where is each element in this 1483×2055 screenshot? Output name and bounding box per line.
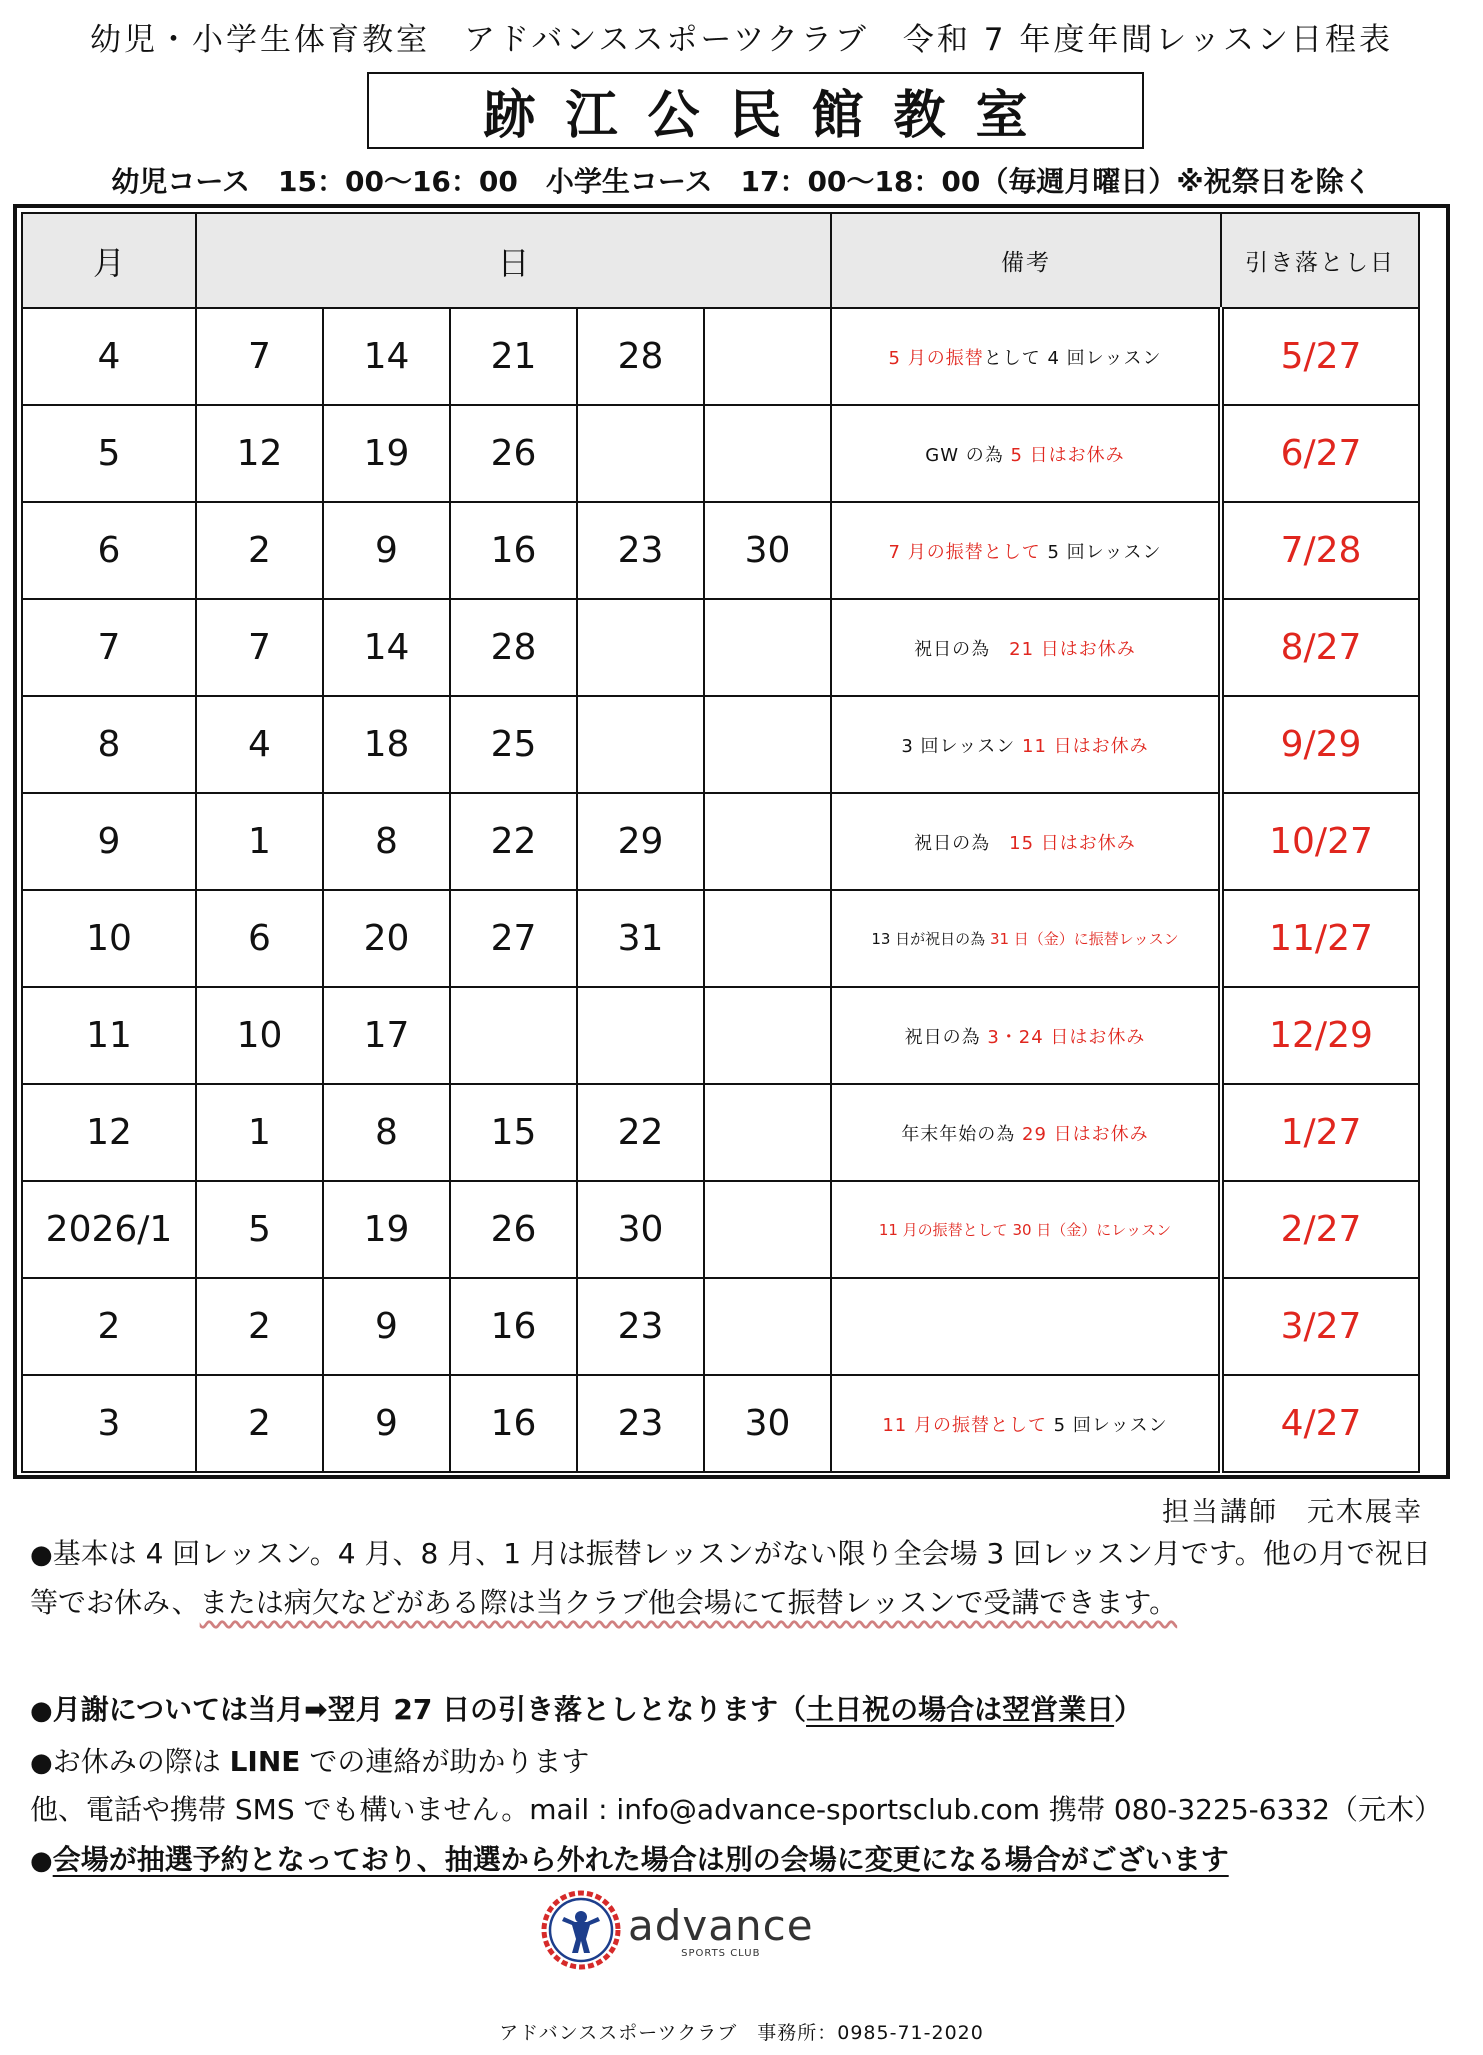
day-cell: 7 bbox=[196, 599, 323, 696]
month-cell: 4 bbox=[22, 308, 196, 405]
table-row bbox=[22, 1084, 1419, 1181]
note-cell bbox=[831, 1181, 1221, 1278]
day-cell: 2 bbox=[196, 1375, 323, 1472]
day-cell: 16 bbox=[450, 1278, 577, 1375]
day-cell: 19 bbox=[323, 405, 450, 502]
day-cell: 1 bbox=[196, 1084, 323, 1181]
table-row bbox=[22, 793, 1419, 890]
note-cell bbox=[831, 793, 1221, 890]
day-cell: 9 bbox=[323, 502, 450, 599]
note-highlight: 5 月の振替 bbox=[888, 347, 984, 369]
table-row bbox=[22, 1181, 1419, 1278]
logo-text bbox=[628, 1901, 814, 1959]
classroom-title: 跡江公民館教室 bbox=[483, 86, 1058, 146]
day-cell: 2 bbox=[196, 502, 323, 599]
month-cell: 11 bbox=[22, 987, 196, 1084]
day-cell: 21 bbox=[450, 308, 577, 405]
day-cell: 5 bbox=[196, 1181, 323, 1278]
instructor-name: 担当講師 元木展幸 bbox=[1162, 1497, 1423, 1528]
day-cell: 4 bbox=[196, 696, 323, 793]
classroom-title-box bbox=[367, 72, 1144, 149]
day-cell: 22 bbox=[450, 793, 577, 890]
note-cell bbox=[831, 1278, 1221, 1375]
day-cell bbox=[577, 599, 704, 696]
debit-date-cell: 11/27 bbox=[1221, 890, 1419, 987]
table-row bbox=[22, 599, 1419, 696]
note-cell bbox=[831, 308, 1221, 405]
day-cell: 20 bbox=[323, 890, 450, 987]
note-cell bbox=[831, 890, 1221, 987]
month-cell: 2 bbox=[22, 1278, 196, 1375]
day-cell: 30 bbox=[704, 1375, 831, 1472]
day-cell: 26 bbox=[450, 1181, 577, 1278]
note-text: 5 回レッスン bbox=[1047, 541, 1162, 563]
day-cell: 14 bbox=[323, 308, 450, 405]
debit-date-cell: 2/27 bbox=[1221, 1181, 1419, 1278]
note-cell bbox=[831, 1084, 1221, 1181]
month-cell: 6 bbox=[22, 502, 196, 599]
day-cell: 9 bbox=[323, 1375, 450, 1472]
day-cell: 25 bbox=[450, 696, 577, 793]
day-cell: 18 bbox=[323, 696, 450, 793]
debit-date-cell: 3/27 bbox=[1221, 1278, 1419, 1375]
day-cell bbox=[704, 1278, 831, 1375]
day-cell bbox=[704, 1084, 831, 1181]
note-contact-info: 他、電話や携帯 SMS でも構いません。mail : info@advance-sportsclub.com 携帯 080-3225-6332（元木） bbox=[30, 1793, 1442, 1826]
table-row bbox=[22, 1278, 1419, 1375]
day-cell: 12 bbox=[196, 405, 323, 502]
logo-emblem-icon bbox=[540, 1889, 622, 1971]
day-cell: 31 bbox=[577, 890, 704, 987]
note-basic-lessons: ●基本は 4 回レッスン。4 月、8 月、1 月は振替レッスンがない限り全会場 3 回レッスン月です。他の月で祝日等でお休み、または病欠などがある際は当クラブ他会場にて振替レッスンで受講できます。 bbox=[30, 1537, 1431, 1619]
debit-date-cell: 6/27 bbox=[1221, 405, 1419, 502]
note-highlight: 3・24 日はお休み bbox=[987, 1026, 1146, 1048]
day-cell: 30 bbox=[704, 502, 831, 599]
day-cell bbox=[704, 890, 831, 987]
day-cell: 10 bbox=[196, 987, 323, 1084]
note-monthly-fee: ●月謝については当月➡翌月 27 日の引き落としとなります（土日祝の場合は翌営業日） bbox=[30, 1693, 1143, 1726]
header-day: 日 bbox=[196, 213, 831, 308]
day-cell: 23 bbox=[577, 502, 704, 599]
day-cell: 15 bbox=[450, 1084, 577, 1181]
course-times: 幼児コース 15：00〜16：00 小学生コース 17：00〜18：00（毎週月曜日）※祝祭日を除く bbox=[111, 165, 1372, 198]
day-cell bbox=[704, 793, 831, 890]
note-highlight: 11 月の振替として 30 日（金）にレッスン bbox=[878, 1221, 1172, 1239]
note-highlight: 21 日はお休み bbox=[1009, 638, 1136, 660]
advance-logo bbox=[540, 1885, 840, 1975]
day-cell bbox=[704, 696, 831, 793]
day-cell: 22 bbox=[577, 1084, 704, 1181]
day-cell: 23 bbox=[577, 1278, 704, 1375]
table-row bbox=[22, 405, 1419, 502]
note-text: 年末年始の為 bbox=[901, 1123, 1023, 1145]
debit-date-cell: 10/27 bbox=[1221, 793, 1419, 890]
header-debit-date: 引き落とし日 bbox=[1221, 213, 1419, 308]
note-text: 祝日の為 bbox=[914, 638, 1010, 660]
day-cell: 23 bbox=[577, 1375, 704, 1472]
note-text: として 4 回レッスン bbox=[983, 347, 1162, 369]
table-row bbox=[22, 890, 1419, 987]
debit-date-cell: 7/28 bbox=[1221, 502, 1419, 599]
day-cell bbox=[450, 987, 577, 1084]
month-cell: 3 bbox=[22, 1375, 196, 1472]
note-highlight: 7 月の振替として bbox=[888, 541, 1048, 563]
day-cell: 7 bbox=[196, 308, 323, 405]
note-text: 13 日が祝日の為 bbox=[871, 930, 990, 948]
day-cell: 28 bbox=[577, 308, 704, 405]
debit-date-cell: 1/27 bbox=[1221, 1084, 1419, 1181]
day-cell: 2 bbox=[196, 1278, 323, 1375]
day-cell: 14 bbox=[323, 599, 450, 696]
day-cell bbox=[704, 308, 831, 405]
note-highlight: 11 月の振替として bbox=[882, 1414, 1054, 1436]
day-cell: 19 bbox=[323, 1181, 450, 1278]
note-cell bbox=[831, 405, 1221, 502]
month-cell: 8 bbox=[22, 696, 196, 793]
day-cell: 26 bbox=[450, 405, 577, 502]
schedule-table bbox=[21, 212, 1420, 1473]
day-cell: 9 bbox=[323, 1278, 450, 1375]
note-cell bbox=[831, 502, 1221, 599]
debit-date-cell: 12/29 bbox=[1221, 987, 1419, 1084]
note-cell bbox=[831, 696, 1221, 793]
debit-date-cell: 8/27 bbox=[1221, 599, 1419, 696]
day-cell bbox=[577, 987, 704, 1084]
table-row bbox=[22, 1375, 1419, 1472]
month-cell: 9 bbox=[22, 793, 196, 890]
note-text: 5 回レッスン bbox=[1053, 1414, 1168, 1436]
day-cell: 16 bbox=[450, 1375, 577, 1472]
note-text: 祝日の為 bbox=[904, 1026, 988, 1048]
day-cell: 27 bbox=[450, 890, 577, 987]
note-text: 祝日の為 bbox=[914, 832, 1010, 854]
note-cell bbox=[831, 987, 1221, 1084]
table-row bbox=[22, 696, 1419, 793]
note-venue-lottery: ●会場が抽選予約となっており、抽選から外れた場合は別の会場に変更になる場合がございます bbox=[30, 1843, 1229, 1876]
month-cell: 2026/1 bbox=[22, 1181, 196, 1278]
day-cell bbox=[704, 405, 831, 502]
debit-date-cell: 9/29 bbox=[1221, 696, 1419, 793]
month-cell: 12 bbox=[22, 1084, 196, 1181]
table-row bbox=[22, 502, 1419, 599]
note-cell bbox=[831, 599, 1221, 696]
month-cell: 10 bbox=[22, 890, 196, 987]
note-absence-line: ●お休みの際は LINE での連絡が助かります bbox=[30, 1745, 590, 1778]
logo-subtitle: SPORTS CLUB bbox=[681, 1948, 761, 1959]
table-row bbox=[22, 308, 1419, 405]
note-text: GW の為 bbox=[925, 444, 1011, 466]
document-header: 幼児・小学生体育教室 アドバンススポーツクラブ 令和 7 年度年間レッスン日程表 bbox=[89, 22, 1394, 58]
month-cell: 5 bbox=[22, 405, 196, 502]
logo-word: advance bbox=[628, 1901, 814, 1950]
header-month: 月 bbox=[22, 213, 196, 308]
day-cell: 17 bbox=[323, 987, 450, 1084]
table-row bbox=[22, 987, 1419, 1084]
header-notes: 備考 bbox=[831, 213, 1221, 308]
note-text: 3 回レッスン bbox=[901, 735, 1023, 757]
month-cell: 7 bbox=[22, 599, 196, 696]
office-footer: アドバンススポーツクラブ 事務所：0985-71-2020 bbox=[499, 2022, 984, 2044]
day-cell bbox=[577, 696, 704, 793]
debit-date-cell: 5/27 bbox=[1221, 308, 1419, 405]
day-cell: 30 bbox=[577, 1181, 704, 1278]
note-cell bbox=[831, 1375, 1221, 1472]
day-cell: 28 bbox=[450, 599, 577, 696]
day-cell: 29 bbox=[577, 793, 704, 890]
note-highlight: 5 日はお休み bbox=[1010, 444, 1125, 466]
note-highlight: 11 日はお休み bbox=[1022, 735, 1149, 757]
note-highlight: 15 日はお休み bbox=[1009, 832, 1136, 854]
day-cell bbox=[704, 599, 831, 696]
day-cell: 8 bbox=[323, 793, 450, 890]
debit-date-cell: 4/27 bbox=[1221, 1375, 1419, 1472]
day-cell: 1 bbox=[196, 793, 323, 890]
day-cell bbox=[577, 405, 704, 502]
day-cell: 16 bbox=[450, 502, 577, 599]
note-highlight: 29 日はお休み bbox=[1022, 1123, 1149, 1145]
note-highlight: 31 日（金）に振替レッスン bbox=[989, 930, 1179, 948]
day-cell bbox=[704, 987, 831, 1084]
day-cell bbox=[704, 1181, 831, 1278]
day-cell: 8 bbox=[323, 1084, 450, 1181]
schedule-table-frame bbox=[13, 204, 1450, 1479]
day-cell: 6 bbox=[196, 890, 323, 987]
